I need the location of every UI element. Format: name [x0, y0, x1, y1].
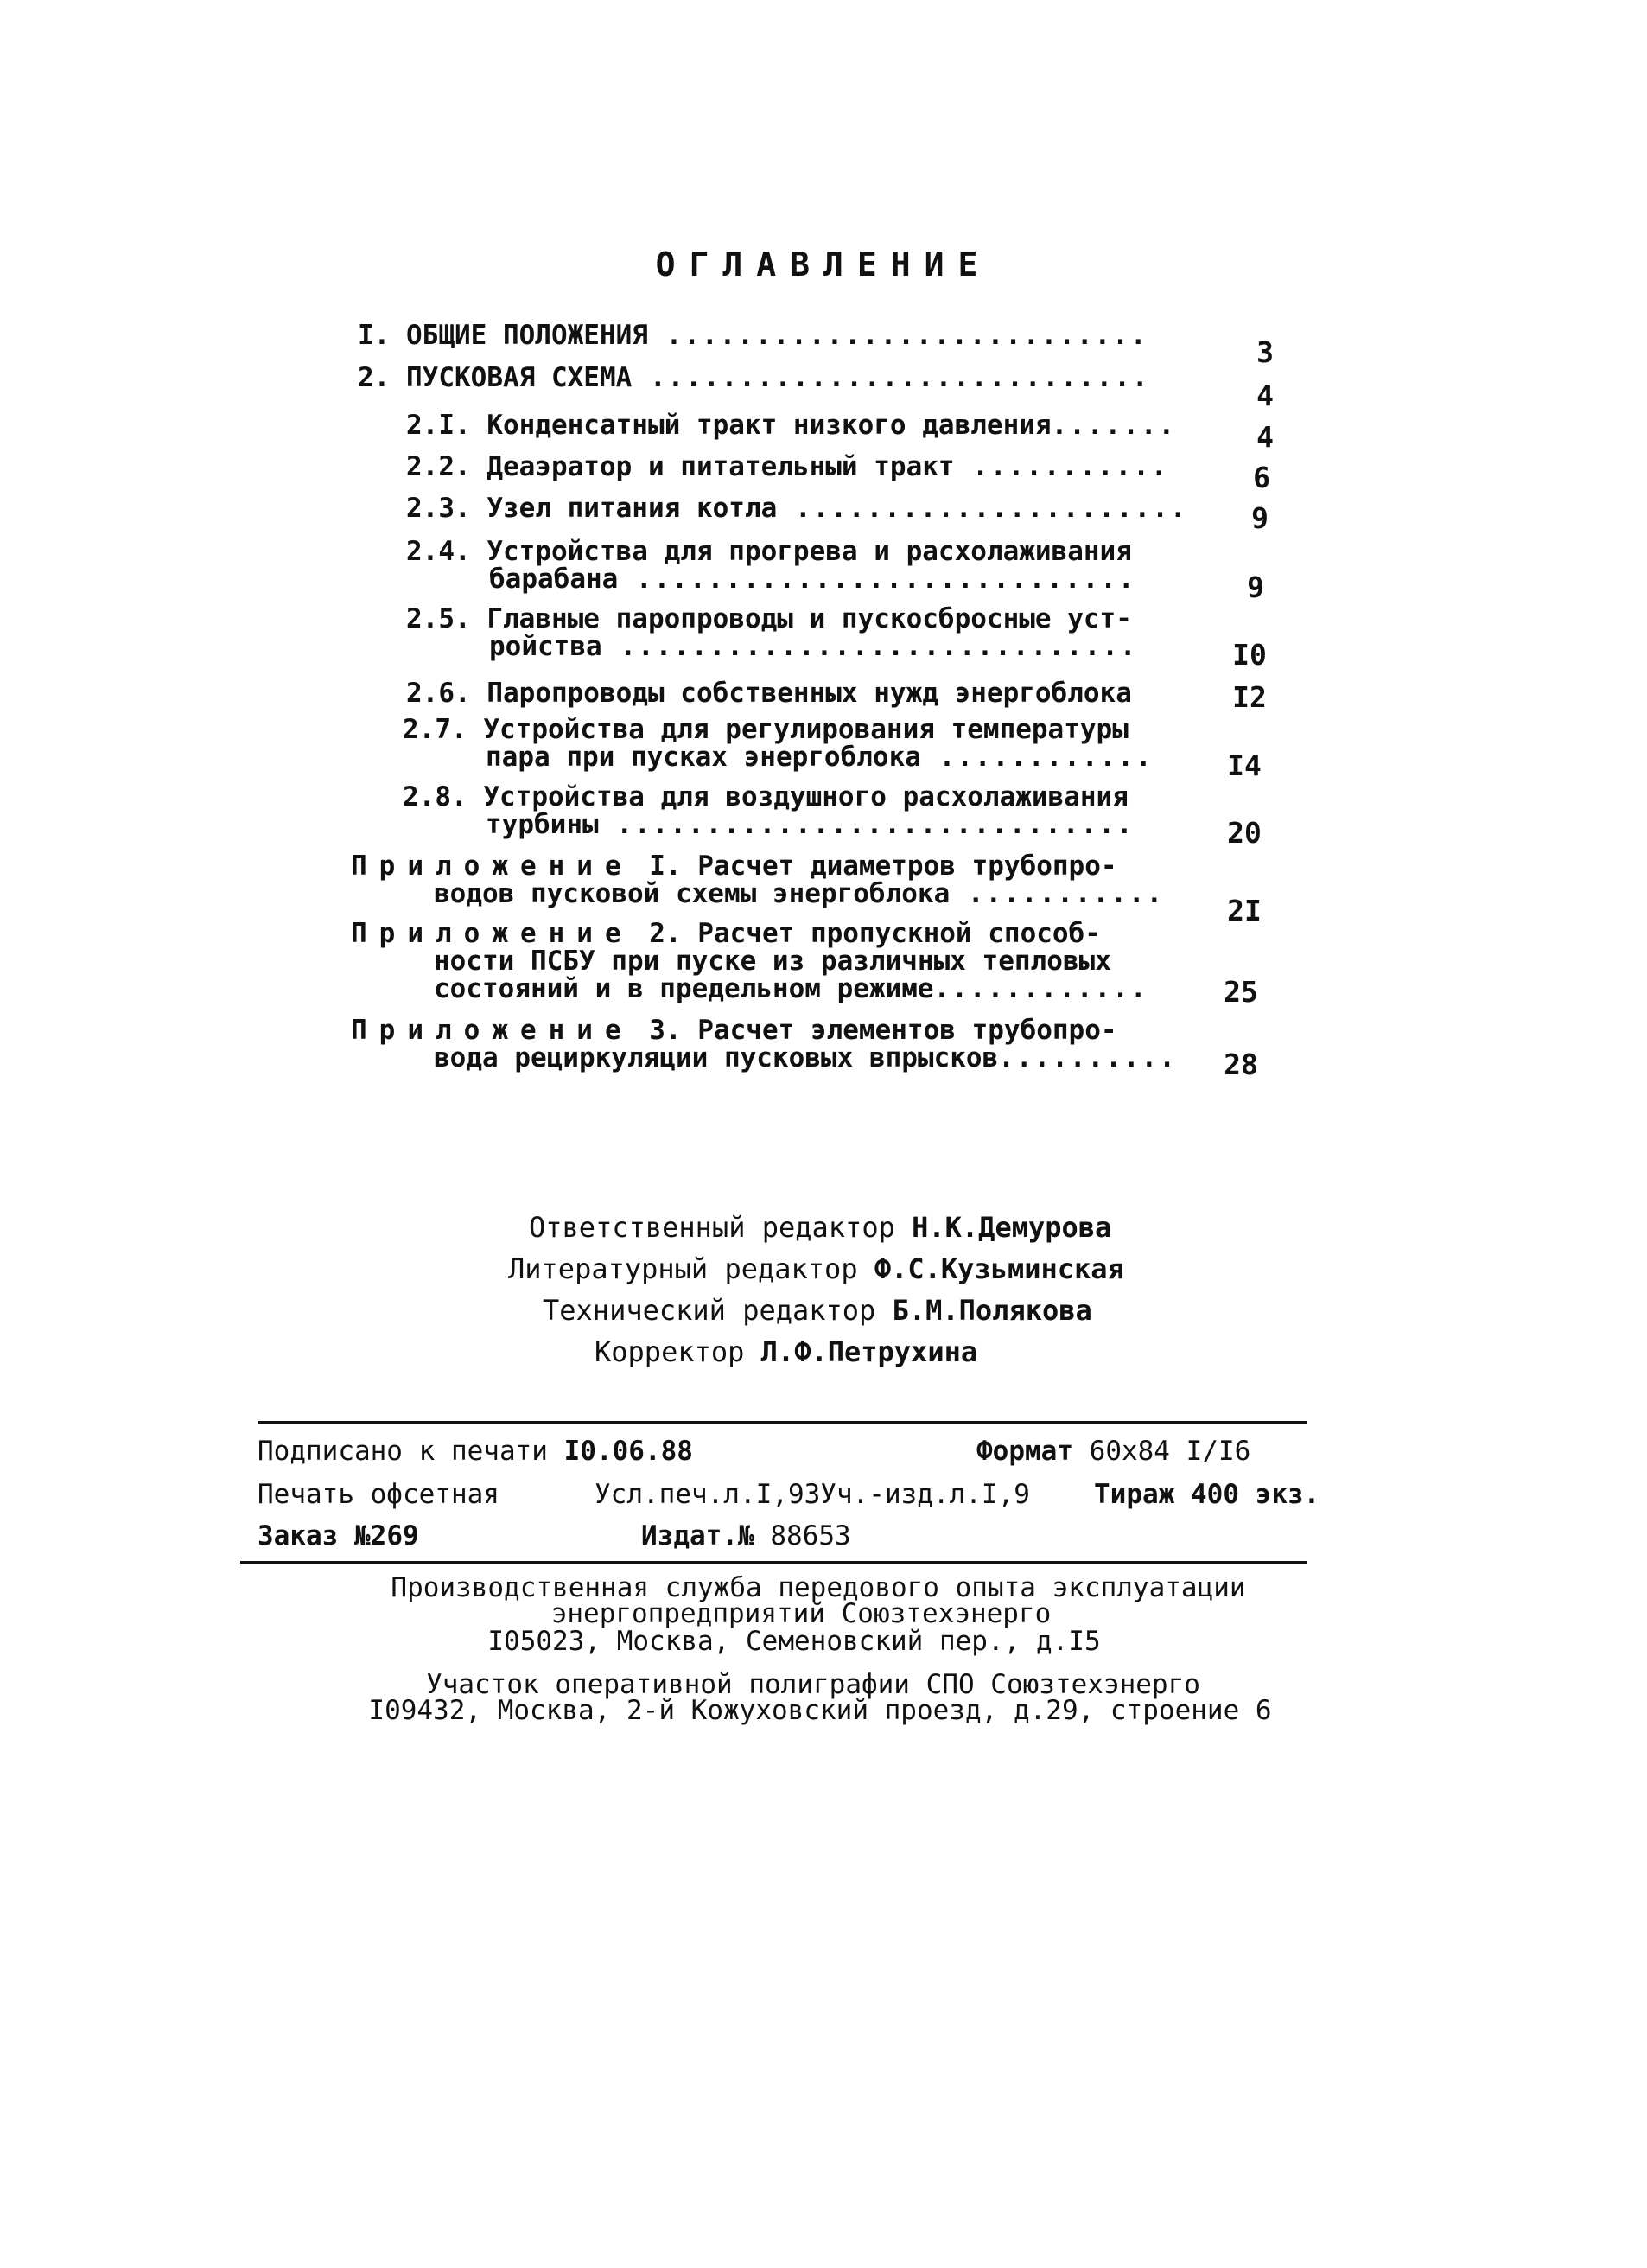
toc-label: Деаэратор и питательный тракт [486, 451, 955, 482]
toc-item[interactable] [406, 453, 1169, 481]
toc-leader: ............................. [598, 809, 1135, 840]
toc-leader: ............ [920, 742, 1154, 773]
toc-leader: ............................ [632, 362, 1150, 393]
imprint-label: Печать офсетная [258, 1479, 499, 1510]
toc-page-number: 4 [1256, 379, 1274, 412]
toc-label-continued: барабана [489, 564, 619, 595]
toc-item[interactable] [406, 538, 1136, 593]
appendix-prefix: Приложение [351, 1015, 633, 1046]
toc-leader: ............................ [618, 564, 1136, 595]
toc-item[interactable] [406, 605, 1138, 660]
publisher-line: энергопредприятий Союзтехэнерго [550, 1598, 1052, 1629]
toc-appendix[interactable] [351, 1016, 1177, 1072]
toc-number: 2.I. [406, 410, 471, 441]
imprint-sheets [595, 1480, 1030, 1509]
toc-page-number: 4 [1256, 420, 1274, 454]
toc-number: 2.8. [403, 781, 467, 812]
credit-line [529, 1212, 1111, 1243]
toc-item[interactable] [406, 679, 1132, 707]
imprint-publication [641, 1521, 851, 1551]
toc-label: Конденсатный тракт низкого давления [486, 410, 1052, 441]
divider-rule [258, 1421, 1307, 1424]
imprint-value: №269 [354, 1520, 419, 1551]
toc-label: Главные паропроводы и пускосбросные уст- [486, 603, 1132, 634]
toc-page-number: I4 [1227, 749, 1262, 782]
credit-person: Ф.С.Кузьминская [874, 1252, 1124, 1285]
imprint-value: Усл.печ.л.I,93Уч.-изд.л.I,9 [595, 1479, 1030, 1510]
toc-label: Устройства для регулирования температуры [483, 714, 1129, 745]
appendix-title: I. Расчет диаметров трубопро- [633, 850, 1117, 882]
toc-page-number: I2 [1232, 680, 1267, 714]
toc-page-number: 20 [1227, 816, 1262, 850]
toc-item[interactable] [406, 494, 1188, 522]
toc-label-continued: пара при пусках энергоблока [486, 742, 921, 773]
appendix-title-continued: вода рециркуляции пусковых впрысков [434, 1042, 999, 1073]
toc-leader: ...................... [777, 493, 1188, 524]
appendix-title: 3. Расчет элементов трубопро- [633, 1015, 1117, 1046]
toc-label: Узел питания котла [486, 493, 778, 524]
credit-role: Технический редактор [543, 1294, 876, 1327]
toc-number: 2.4. [406, 536, 471, 567]
imprint-value: I0.06.88 [563, 1436, 693, 1467]
toc-page-number: 9 [1251, 501, 1269, 535]
appendix-title-continued: ности ПСБУ при пуске из различных тепловых [434, 946, 1111, 977]
imprint-label: Формат [976, 1436, 1073, 1467]
credit-person: Л.Ф.Петрухина [760, 1335, 978, 1368]
toc-leader: ............................. [601, 631, 1138, 662]
toc-page-number: 3 [1256, 335, 1274, 369]
credit-role: Корректор [595, 1335, 745, 1368]
publisher-line: Участок оперативной полиграфии СПО Союзтехэнерго [426, 1669, 1200, 1700]
toc-page-number: I0 [1232, 638, 1267, 672]
imprint-signed [258, 1437, 693, 1466]
toc-appendix[interactable] [351, 852, 1164, 908]
imprint-label: Заказ [258, 1520, 339, 1551]
toc-number: 2.3. [406, 493, 471, 524]
toc-label: ОБЩИЕ ПОЛОЖЕНИЯ [406, 320, 648, 351]
imprint-label: Подписано к печати [258, 1436, 548, 1467]
toc-item[interactable] [403, 783, 1135, 838]
credit-role: Литературный редактор [508, 1252, 858, 1285]
toc-page-number: 28 [1224, 1048, 1258, 1081]
toc-leader: ........................... [647, 320, 1148, 351]
toc-number: 2.7. [403, 714, 467, 745]
toc-page-number: 25 [1224, 975, 1258, 1009]
imprint-label: Тираж [1094, 1479, 1175, 1510]
toc-label: Устройства для прогрева и расхолаживания [486, 536, 1132, 567]
toc-leader: .......... [998, 1042, 1177, 1073]
imprint-value: 60x84 I/I6 [1089, 1436, 1251, 1467]
toc-item[interactable] [406, 411, 1176, 439]
appendix-prefix: Приложение [351, 850, 633, 882]
toc-number: 2.2. [406, 451, 471, 482]
toc-item[interactable] [358, 322, 1148, 349]
publisher-line: Производственная служба передового опыта эксплуатации [391, 1572, 1246, 1603]
toc-appendix[interactable] [351, 920, 1148, 1003]
toc-page-number: 9 [1247, 570, 1264, 604]
toc-item[interactable] [403, 716, 1154, 771]
toc-page-number: 2I [1227, 894, 1262, 927]
toc-number: I. [358, 320, 391, 351]
toc-number: 2.6. [406, 678, 471, 709]
credit-line [508, 1253, 1124, 1284]
toc-leader: ............ [933, 973, 1148, 1004]
toc-label-continued: турбины [486, 809, 599, 840]
publisher-line: I09432, Москва, 2-й Кожуховский проезд, д.29, строение 6 [368, 1695, 1272, 1726]
imprint-value: 400 экз. [1191, 1479, 1320, 1510]
credit-person: Б.М.Полякова [892, 1294, 1092, 1327]
imprint-value: 88653 [770, 1520, 851, 1551]
toc-title: ОГЛАВЛЕНИЕ [655, 245, 992, 284]
imprint-print [258, 1480, 499, 1509]
toc-label-continued: ройства [489, 631, 602, 662]
toc-leader: ........... [954, 451, 1169, 482]
divider-rule [240, 1561, 1307, 1564]
credit-person: Н.К.Демурова [912, 1211, 1112, 1244]
toc-leader: ....... [1051, 410, 1177, 441]
toc-number: 2. [358, 362, 391, 393]
imprint-label: Издат.№ [641, 1520, 754, 1551]
appendix-title-continued: состояний и в предельном режиме [434, 973, 934, 1004]
appendix-title: 2. Расчет пропускной способ- [633, 918, 1101, 949]
appendix-prefix: Приложение [351, 918, 633, 949]
imprint-order [258, 1521, 419, 1551]
imprint-run [1094, 1480, 1320, 1509]
credit-role: Ответственный редактор [529, 1211, 895, 1244]
toc-item[interactable] [358, 364, 1150, 392]
toc-label: ПУСКОВАЯ СХЕМА [406, 362, 633, 393]
publisher-line: I05023, Москва, Семеновский пер., д.I5 [487, 1626, 1101, 1657]
credit-line [543, 1295, 1092, 1326]
appendix-title-continued: водов пусковой схемы энергоблока [434, 878, 951, 909]
credit-line [595, 1336, 977, 1367]
toc-number: 2.5. [406, 603, 471, 634]
imprint-format [976, 1437, 1250, 1466]
toc-page-number: 6 [1253, 461, 1270, 494]
toc-label: Устройства для воздушного расхолаживания [483, 781, 1129, 812]
toc-label: Паропроводы собственных нужд энергоблока [486, 678, 1132, 709]
toc-leader: ........... [950, 878, 1165, 909]
